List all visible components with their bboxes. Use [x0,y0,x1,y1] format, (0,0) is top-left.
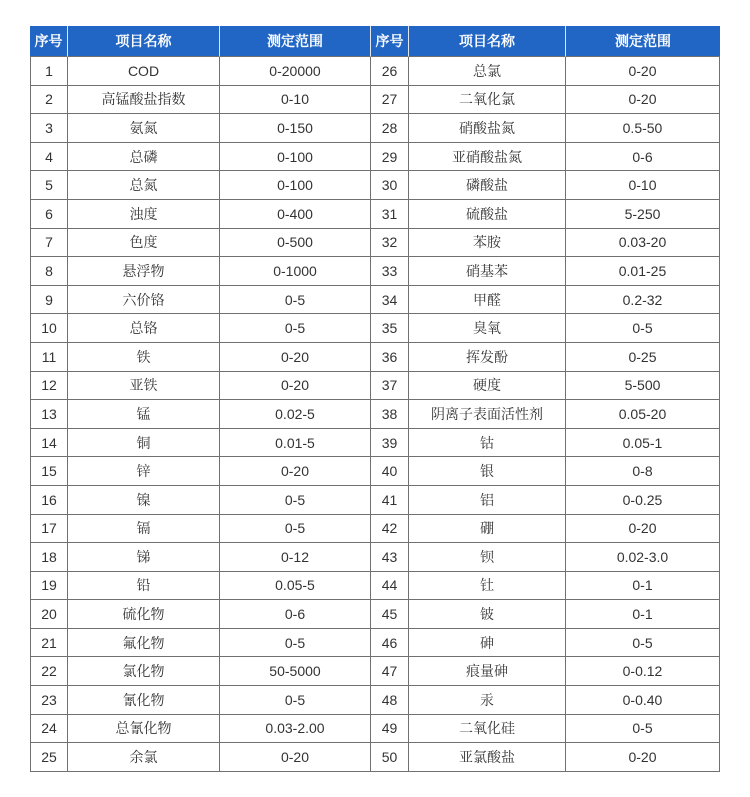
serial-number-cell-left: 16 [30,486,68,515]
measurement-range-cell-left: 0-20 [220,343,371,372]
table-row [30,572,720,601]
table-row [30,171,720,200]
measurement-range-cell-right: 0-8 [566,457,720,486]
table-row [30,543,720,572]
measurement-range-cell-right: 0-6 [566,143,720,172]
table-row [30,743,720,772]
serial-number-cell-right: 49 [371,715,409,744]
header-serial-right: 序号 [371,26,409,57]
measurement-range-cell-right: 0-20 [566,86,720,115]
item-name-cell-right: 痕量砷 [409,657,566,686]
measurement-range-cell-right: 5-250 [566,200,720,229]
measurement-range-cell-left: 0-5 [220,686,371,715]
measurement-range-cell-right: 0-1 [566,572,720,601]
item-name-cell-left: 铁 [68,343,220,372]
serial-number-cell-right: 30 [371,171,409,200]
header-item-left: 项目名称 [68,26,220,57]
item-name-cell-right: 汞 [409,686,566,715]
measurement-range-cell-left: 0.03-2.00 [220,715,371,744]
item-name-cell-right: 二氧化硅 [409,715,566,744]
serial-number-cell-left: 7 [30,229,68,258]
table-row [30,629,720,658]
item-name-cell-left: 铜 [68,429,220,458]
serial-number-cell-right: 34 [371,286,409,315]
item-name-cell-left: COD [68,57,220,86]
item-name-cell-left: 余氯 [68,743,220,772]
item-name-cell-right: 磷酸盐 [409,171,566,200]
serial-number-cell-right: 42 [371,515,409,544]
parameters-table [30,26,720,772]
measurement-range-cell-right: 0-10 [566,171,720,200]
measurement-range-cell-left: 0-1000 [220,257,371,286]
measurement-range-cell-right: 0.01-25 [566,257,720,286]
item-name-cell-left: 镉 [68,515,220,544]
item-name-cell-left: 锰 [68,400,220,429]
measurement-range-cell-left: 0-20 [220,372,371,401]
serial-number-cell-left: 5 [30,171,68,200]
measurement-range-cell-right: 0-5 [566,314,720,343]
serial-number-cell-left: 18 [30,543,68,572]
serial-number-cell-right: 41 [371,486,409,515]
table-row [30,657,720,686]
table-row [30,86,720,115]
serial-number-cell-left: 14 [30,429,68,458]
serial-number-cell-right: 47 [371,657,409,686]
serial-number-cell-right: 48 [371,686,409,715]
item-name-cell-right: 亚硝酸盐氮 [409,143,566,172]
measurement-range-cell-right: 0.05-1 [566,429,720,458]
table-row [30,114,720,143]
serial-number-cell-left: 17 [30,515,68,544]
item-name-cell-right: 总氯 [409,57,566,86]
measurement-range-cell-left: 0-10 [220,86,371,115]
measurement-range-cell-left: 0.05-5 [220,572,371,601]
measurement-range-cell-right: 0-0.25 [566,486,720,515]
measurement-range-cell-right: 0.5-50 [566,114,720,143]
measurement-range-cell-left: 0-12 [220,543,371,572]
measurement-range-cell-right: 0-5 [566,629,720,658]
table-row [30,515,720,544]
measurement-range-cell-left: 0.01-5 [220,429,371,458]
serial-number-cell-right: 39 [371,429,409,458]
serial-number-cell-left: 19 [30,572,68,601]
item-name-cell-left: 氯化物 [68,657,220,686]
item-name-cell-left: 硫化物 [68,600,220,629]
table-row [30,715,720,744]
serial-number-cell-left: 6 [30,200,68,229]
serial-number-cell-left: 15 [30,457,68,486]
item-name-cell-right: 钍 [409,572,566,601]
item-name-cell-right: 铍 [409,600,566,629]
item-name-cell-right: 钡 [409,543,566,572]
serial-number-cell-left: 24 [30,715,68,744]
serial-number-cell-left: 11 [30,343,68,372]
measurement-range-cell-right: 0.03-20 [566,229,720,258]
item-name-cell-right: 臭氧 [409,314,566,343]
serial-number-cell-left: 22 [30,657,68,686]
header-serial-left: 序号 [30,26,68,57]
serial-number-cell-right: 37 [371,372,409,401]
serial-number-cell-right: 44 [371,572,409,601]
item-name-cell-left: 锌 [68,457,220,486]
serial-number-cell-right: 43 [371,543,409,572]
item-name-cell-right: 亚氯酸盐 [409,743,566,772]
table-row [30,143,720,172]
item-name-cell-left: 高锰酸盐指数 [68,86,220,115]
table-header-row [30,26,720,57]
serial-number-cell-right: 27 [371,86,409,115]
item-name-cell-left: 六价铬 [68,286,220,315]
item-name-cell-right: 挥发酚 [409,343,566,372]
serial-number-cell-left: 4 [30,143,68,172]
measurement-range-cell-left: 0-5 [220,486,371,515]
serial-number-cell-left: 10 [30,314,68,343]
item-name-cell-left: 氟化物 [68,629,220,658]
header-item-right: 项目名称 [409,26,566,57]
item-name-cell-left: 色度 [68,229,220,258]
item-name-cell-left: 亚铁 [68,372,220,401]
measurement-range-cell-right: 0-0.40 [566,686,720,715]
serial-number-cell-right: 28 [371,114,409,143]
table-row [30,686,720,715]
serial-number-cell-left: 21 [30,629,68,658]
item-name-cell-left: 总氮 [68,171,220,200]
measurement-range-cell-left: 0-150 [220,114,371,143]
item-name-cell-right: 银 [409,457,566,486]
measurement-range-cell-right: 0-0.12 [566,657,720,686]
serial-number-cell-right: 26 [371,57,409,86]
table-row [30,286,720,315]
item-name-cell-left: 铅 [68,572,220,601]
item-name-cell-right: 铝 [409,486,566,515]
measurement-range-cell-left: 0-5 [220,286,371,315]
table-row [30,257,720,286]
item-name-cell-left: 总磷 [68,143,220,172]
measurement-range-cell-right: 5-500 [566,372,720,401]
serial-number-cell-left: 3 [30,114,68,143]
item-name-cell-right: 砷 [409,629,566,658]
table-row [30,229,720,258]
table-row [30,600,720,629]
serial-number-cell-left: 9 [30,286,68,315]
measurement-range-cell-right: 0-5 [566,715,720,744]
item-name-cell-left: 总氰化物 [68,715,220,744]
table-row [30,200,720,229]
item-name-cell-left: 总铬 [68,314,220,343]
table-row [30,457,720,486]
serial-number-cell-left: 25 [30,743,68,772]
measurement-range-cell-right: 0.02-3.0 [566,543,720,572]
serial-number-cell-right: 40 [371,457,409,486]
measurement-range-cell-left: 0-5 [220,629,371,658]
header-range-right: 测定范围 [566,26,720,57]
serial-number-cell-right: 50 [371,743,409,772]
item-name-cell-left: 浊度 [68,200,220,229]
measurement-range-cell-right: 0-1 [566,600,720,629]
serial-number-cell-left: 20 [30,600,68,629]
measurement-range-cell-left: 0-400 [220,200,371,229]
item-name-cell-right: 二氧化氯 [409,86,566,115]
item-name-cell-right: 苯胺 [409,229,566,258]
measurement-range-cell-left: 50-5000 [220,657,371,686]
measurement-range-cell-left: 0-20000 [220,57,371,86]
serial-number-cell-left: 13 [30,400,68,429]
measurement-range-cell-right: 0-20 [566,515,720,544]
measurement-range-cell-left: 0-100 [220,143,371,172]
serial-number-cell-left: 8 [30,257,68,286]
measurement-range-cell-left: 0-5 [220,515,371,544]
measurement-range-cell-left: 0-6 [220,600,371,629]
item-name-cell-right: 甲醛 [409,286,566,315]
table-row [30,57,720,86]
serial-number-cell-right: 31 [371,200,409,229]
table-row [30,372,720,401]
table-row [30,486,720,515]
item-name-cell-right: 钴 [409,429,566,458]
table-row [30,314,720,343]
measurement-range-cell-right: 0-20 [566,743,720,772]
measurement-range-cell-left: 0-500 [220,229,371,258]
measurement-range-cell-right: 0-20 [566,57,720,86]
measurement-range-cell-left: 0.02-5 [220,400,371,429]
item-name-cell-left: 镍 [68,486,220,515]
measurement-range-cell-right: 0.2-32 [566,286,720,315]
item-name-cell-left: 氨氮 [68,114,220,143]
measurement-range-cell-left: 0-20 [220,743,371,772]
measurement-range-cell-left: 0-100 [220,171,371,200]
measurement-range-cell-left: 0-5 [220,314,371,343]
serial-number-cell-left: 2 [30,86,68,115]
item-name-cell-right: 硝基苯 [409,257,566,286]
measurement-range-cell-left: 0-20 [220,457,371,486]
serial-number-cell-right: 38 [371,400,409,429]
measurement-range-cell-right: 0.05-20 [566,400,720,429]
item-name-cell-left: 锑 [68,543,220,572]
measurement-range-cell-right: 0-25 [566,343,720,372]
serial-number-cell-left: 23 [30,686,68,715]
serial-number-cell-right: 29 [371,143,409,172]
serial-number-cell-right: 33 [371,257,409,286]
item-name-cell-right: 硬度 [409,372,566,401]
item-name-cell-right: 阴离子表面活性剂 [409,400,566,429]
header-range-left: 测定范围 [220,26,371,57]
table-row [30,429,720,458]
item-name-cell-left: 氰化物 [68,686,220,715]
serial-number-cell-right: 36 [371,343,409,372]
item-name-cell-right: 硫酸盐 [409,200,566,229]
table-row [30,400,720,429]
serial-number-cell-left: 1 [30,57,68,86]
serial-number-cell-right: 45 [371,600,409,629]
serial-number-cell-left: 12 [30,372,68,401]
serial-number-cell-right: 46 [371,629,409,658]
table-row [30,343,720,372]
table-body [30,57,720,772]
serial-number-cell-right: 35 [371,314,409,343]
item-name-cell-right: 硝酸盐氮 [409,114,566,143]
serial-number-cell-right: 32 [371,229,409,258]
item-name-cell-right: 硼 [409,515,566,544]
item-name-cell-left: 悬浮物 [68,257,220,286]
